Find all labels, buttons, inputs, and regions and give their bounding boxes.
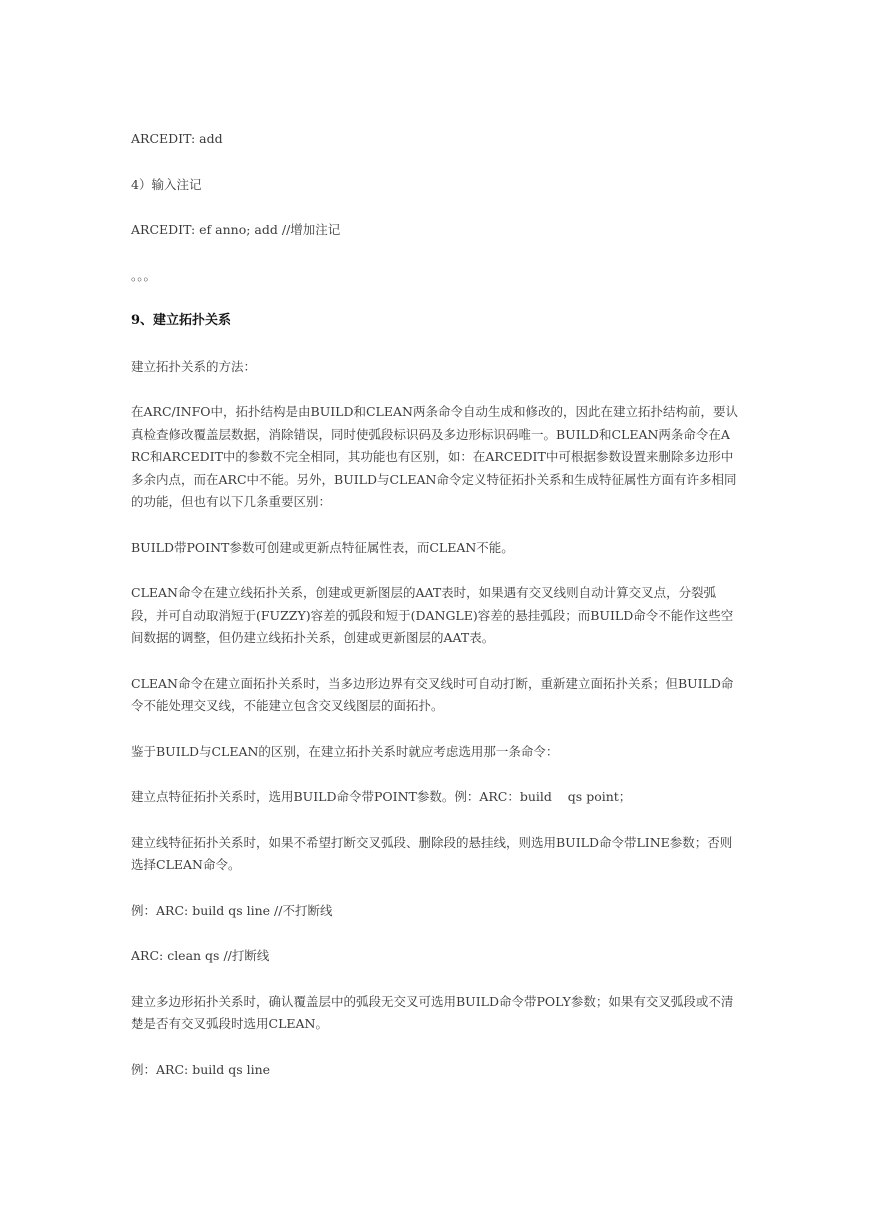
paragraph-clean-polygon: CLEAN命令在建立面拓扑关系时，当多边形边界有交叉线时可自动打断，重新建立面拓扑关系；但BUILD命令不能处理交叉线，不能建立包含交叉线图层的面拓扑。 xyxy=(131,675,734,713)
paragraph-choose-command: 鉴于BUILD与CLEAN的区别，在建立拓扑关系时就应考虑选用那一条命令： xyxy=(131,743,559,759)
paragraph-polygon-topology: 建立多边形拓扑关系时，确认覆盖层中的弧段无交叉可选用BUILD命令带POLY参数；如果有交叉弧段或不清楚是否有交叉弧段时选用CLEAN。 xyxy=(131,993,734,1031)
paragraph-example-build-line: 例：ARC: build qs line //不打断线 xyxy=(131,902,333,918)
paragraph-build-clean-overview: 在ARC/INFO中，拓扑结构是由BUILD和CLEAN两条命令自动生成和修改的，因此在建立拓扑结构前，要认真检查修改覆盖层数据，消除错误，同时使弧段标识码及多边形标识码唯一。BUILD和CLEAN两条命令在ARC和ARCEDIT中的参数不完全相同，其功能也有区别，如：在ARCEDIT中可根据参数设置来删除多边形中多余内点，而在ARC中不能。另外，BUILD与CLEAN命令定义特征拓扑关系和生成特征属性方面有许多相同的功能，但也有以下几条重要区别： xyxy=(131,404,738,509)
paragraph-arcedit-add: ARCEDIT: add xyxy=(131,131,223,146)
paragraph-point-topology: 建立点特征拓扑关系时，选用BUILD命令带POINT参数。例：ARC：build qs point； xyxy=(131,789,632,804)
paragraph-ellipsis: 。。。 xyxy=(131,267,157,283)
paragraph-example-clean: ARC: clean qs //打断线 xyxy=(131,948,270,963)
paragraph-clean-line: CLEAN命令在建立线拓扑关系，创建或更新图层的AAT表时，如果遇有交叉线则自动计算交叉点，分裂弧段，并可自动取消短于(FUZZY)容差的弧段和短于(DANGLE)容差的悬挂弧段；而BUILD命令不能作这些空间数据的调整，但仍建立线拓扑关系，创建或更新图层的AAT表。 xyxy=(131,585,734,645)
paragraph-build-point: BUILD带POINT参数可创建或更新点特征属性表，而CLEAN不能。 xyxy=(131,539,514,555)
section-heading: 9、建立拓扑关系 xyxy=(131,313,232,328)
document-body xyxy=(131,128,739,1081)
paragraph-line-topology: 建立线特征拓扑关系时，如果不希望打断交叉弧段、删除段的悬挂线，则选用BUILD命令带LINE参数；否则选择CLEAN命令。 xyxy=(131,834,733,872)
paragraph-method-intro: 建立拓扑关系的方法： xyxy=(131,358,257,374)
paragraph-example-build-line-2: 例：ARC: build qs line xyxy=(131,1061,271,1077)
paragraph-input-annotation: 4）输入注记 xyxy=(131,176,202,192)
paragraph-arcedit-anno: ARCEDIT: ef anno; add //增加注记 xyxy=(131,222,341,237)
